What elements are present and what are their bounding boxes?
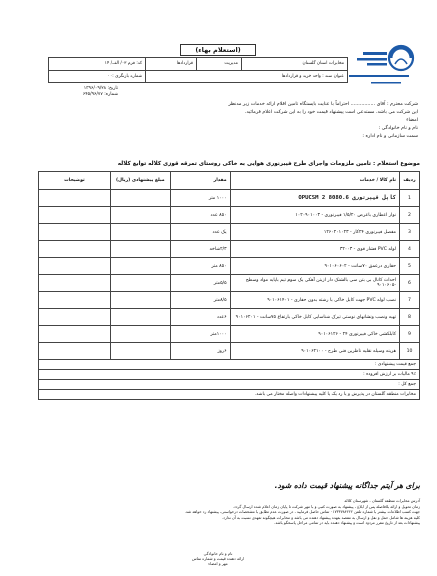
col-row: ردیف [400, 172, 420, 190]
row-price [110, 190, 170, 207]
row-price [110, 224, 170, 241]
note-1: زمان تحویل و ارائه بلافاصله پس از ابلاغ ، پیشنهاد به صورت کتبی و با مهر شرکت تا پایان زمان اعلام شده ارسال گردد. [232, 503, 420, 509]
header-form-code: کد: فرم ۰۳/ الف/ ۱۴ [49, 58, 146, 71]
row-desc: حفاری درعمق ۷۰سانت - ۹۰۱۰۶۰۶۰۲ [230, 258, 399, 275]
foot-role: ارائه دهنده قیمت و شماره تماس [191, 556, 244, 561]
notes-block [38, 498, 420, 526]
meta-block [48, 86, 118, 98]
table-row [39, 207, 420, 224]
row-price [110, 309, 170, 326]
row-qty: ۵/۵متر [170, 275, 230, 292]
row-desc: مفصل فیبرنوری ۲۴کار - ۱۲۶۰۲۰۱۰۲۳ [230, 224, 399, 241]
row-qty: ۸۵۰ متر [170, 258, 230, 275]
row-total [39, 343, 111, 360]
subject-line: موضوع استعلام : تامین ملزومات واجرای طرح فیبرنوری هوایی به خاکی روستای تمرقه قوزی کلاله توابع کلاله [117, 161, 420, 167]
row-number: 7 [400, 292, 420, 309]
date-label: تاریخ: ۱۳۹۶/۰۹/۲۸ [83, 86, 118, 91]
row-qty: ۲/۳شاخه [170, 241, 230, 258]
row-total [39, 275, 111, 292]
header-unit: قراردادها [146, 58, 197, 71]
row-price [110, 275, 170, 292]
row-price [110, 343, 170, 360]
row-number: 5 [400, 258, 420, 275]
row-total [39, 326, 111, 343]
row-price [110, 326, 170, 343]
row-total [39, 309, 111, 326]
table-row [39, 258, 420, 275]
row-price [110, 241, 170, 258]
table-row [39, 292, 420, 309]
note-3: کلیه هزینه ها شامل حمل و نقل و ارسال به مقصد بعهده پیشنهاد دهنده می باشد و مخابرات هیچگونه تعهدی نسبت به آن ندارد. [221, 514, 420, 520]
row-price [110, 258, 170, 275]
rights-note: مخابرات منطقه گلستان در پذیرش و یا رد یک یا کلیه پیشنهادات واصله مختار می باشد. [39, 390, 420, 400]
row-number: 1 [400, 190, 420, 207]
row-number: 6 [400, 275, 420, 292]
letter-company: شرکت محترم : آقای ................ احتراماً با عنایت بایستگاه تامین اقلام ارائه خدمات زیر مدنظر [228, 102, 418, 107]
row-desc: کابل فیبرنوری OPUCSM 2 8080.6 [230, 190, 399, 207]
row-qty: ۸/۵متر [170, 292, 230, 309]
signature-label: امضاء [406, 118, 418, 123]
header-page-no: شماره بازنگری :۰۰ [49, 70, 146, 83]
tax-label: ۹٪ مالیات بر ارزش افزوده : [39, 370, 420, 380]
letter-intro [118, 101, 418, 141]
row-qty: ۶روز [170, 343, 230, 360]
footer-sign [158, 551, 278, 566]
col-desc: نام کالا / خدمات [230, 172, 399, 190]
note-4: پیشنهادات بعد از تاریخ مقرر مردود است و پیشنهاد دهنده باید در تمامی مراحل پاسخگو باشد. [274, 520, 420, 526]
col-price: مبلغ پیشنهادی (ریال) [110, 172, 170, 190]
row-desc: لوله PVC فشار قوی - ۳۲۰۰۳ [230, 241, 399, 258]
row-number: 10 [400, 343, 420, 360]
note-0: آدرس مخابرات منطقه گلستان - شهرستان کلاله [344, 498, 420, 503]
row-qty: ۱۰۰۰ متر [170, 190, 230, 207]
stamp-label: سمت سازمانی و نام اداره : [362, 134, 418, 139]
row-number: 3 [400, 224, 420, 241]
document-page [8, 6, 429, 572]
row-desc: هزینه وسیله نقلیه ناظرین فنی طرح - ۹۰۱۰۶۲۱۰۰ [230, 343, 399, 360]
header-org: مخابرات استان گلستان [241, 58, 347, 71]
header-table [48, 57, 348, 83]
col-qty: مقدار [170, 172, 230, 190]
row-number: 8 [400, 309, 420, 326]
table-row [39, 241, 420, 258]
row-total [39, 207, 111, 224]
table-row [39, 190, 420, 207]
row-total [39, 190, 111, 207]
notice-line: برای هر آیتم جداگانه پیشنهاد قیمت داده شود. [274, 481, 420, 490]
row-total [39, 292, 111, 309]
total-label: جمع کل : [39, 380, 420, 390]
row-number: 9 [400, 326, 420, 343]
items-table [38, 171, 420, 400]
letter-body: این شرکت می باشد. مستدعی است پیشنهاد قیمت خود را به این شرکت اعلام فرمائید. [245, 110, 418, 115]
row-price [110, 207, 170, 224]
row-desc: نوار اعطاری باعرض ۱/۵/۲۰ فیبرنوری - ۱۰۲۰۹۰۱۰۰۳ [230, 207, 399, 224]
row-qty: ۶عدد [170, 309, 230, 326]
table-row [39, 275, 420, 292]
header-form-title: عنوان سند : واحد خرید و قراردادها [146, 70, 348, 83]
row-qty: ۸۵۰ عدد [170, 207, 230, 224]
telecom-logo-icon [343, 42, 417, 92]
foot-sign: مهر و امضاء [208, 561, 228, 566]
table-row [39, 326, 420, 343]
row-total [39, 224, 111, 241]
name-label: نام و نام خانوادگی : [378, 126, 418, 131]
row-total [39, 241, 111, 258]
col-total: توضیحات [39, 172, 111, 190]
table-row [39, 309, 420, 326]
row-desc: احداث کانال بی بتن سی بالشتک دار ازبتن آهکی یک سوم تیم باپایه مواد وسطح -۹۰۱۰۶۰۵ [230, 275, 399, 292]
row-desc: کابلکشی خاکی فیبرنوری ۲۴ - ۹۰۱۰۶۱۲۶ [230, 326, 399, 343]
row-total [39, 258, 111, 275]
row-price [110, 292, 170, 309]
table-row [39, 343, 420, 360]
number-label: شماره: ۶۴۵/۹۶/۷۷ [82, 92, 118, 97]
row-qty: یک عدد [170, 224, 230, 241]
note-2: جهت کسب اطلاعات بیشتر با شماره تلفن ۰۱۷۳۳۷۸۴۲۲۲ تماس حاصل فرمایید ، در صورت عدم تطابق با مشخصات درخواستی، پیشنهاد رد خواهد شد. [184, 509, 420, 515]
foot-name: نام و نام خانوادگی [203, 551, 233, 556]
row-qty: ۱۰۰۰متر [170, 326, 230, 343]
document-title: (استعلام بهاء) [180, 44, 256, 56]
sum-label: جمع قیمت پیشنهادی : [39, 360, 420, 370]
header-dept: مدیریت [196, 58, 241, 71]
table-row [39, 224, 420, 241]
row-desc: نصب لوله PVC جهت کابل خاکی با رشته بدون حفاری - ۹۰۱۰۶۱۴۰۱ [230, 292, 399, 309]
items-body [39, 190, 420, 360]
row-desc: تهیه ونصب ونشانهای نوستی تیرک شناسایی کابل خاکی بارتفاع ۷۵سانت - ۹۰۱۰۶۲۰۱ [230, 309, 399, 326]
row-number: 4 [400, 241, 420, 258]
row-number: 2 [400, 207, 420, 224]
